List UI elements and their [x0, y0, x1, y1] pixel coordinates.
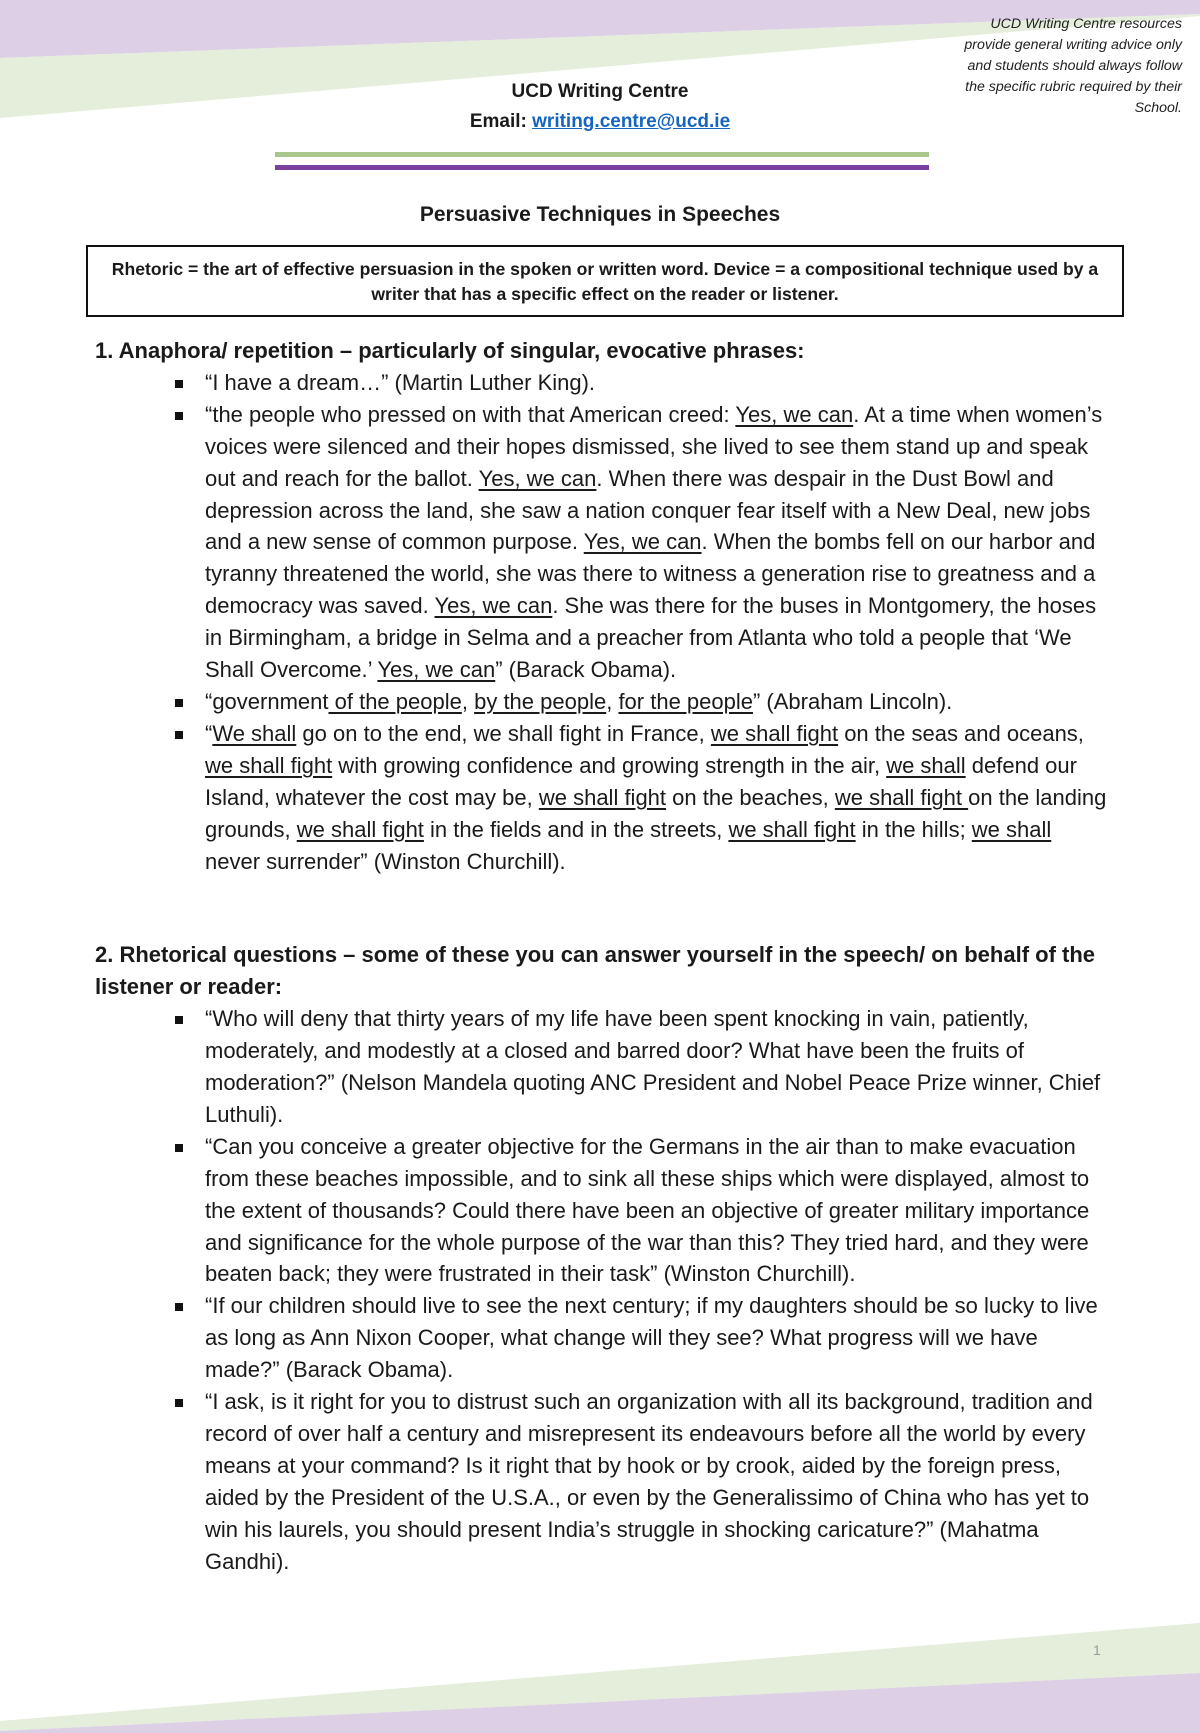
- underlined-phrase: of the people: [328, 688, 462, 714]
- list-item: “If our children should live to see the next century; if my daughters should be so lucky to live as long as Ann Nixon Cooper, what change will they see? What progress will we have made?” (Barack Obama).: [205, 1290, 1110, 1386]
- underlined-phrase: we shall fight: [296, 816, 424, 842]
- section-heading: 1. Anaphora/ repetition – particularly of singular, evocative phrases:: [95, 338, 805, 363]
- underlined-phrase: We shall: [212, 720, 297, 746]
- underlined-phrase: we shall fight: [728, 816, 856, 842]
- document-body: [95, 335, 1110, 1578]
- underlined-phrase: Yes, we can: [735, 401, 854, 427]
- underlined-phrase: we shall: [971, 816, 1052, 842]
- underlined-phrase: Yes, we can: [478, 465, 597, 491]
- list-item: “We shall go on to the end, we shall fight in France, we shall fight on the seas and oceans, we shall fight with growing confidence and growing strength in the air, we shall defend our Island, whatever the cost may be, we shall fight on the beaches, we shall fight on the landing grounds, we shall fight in the fields and in the streets, we shall fight in the hills; we shall never surrender” (Winston Churchill).: [205, 718, 1110, 878]
- email-label: Email:: [469, 111, 527, 132]
- underlined-phrase: we shall fight: [538, 784, 667, 810]
- underlined-phrase: by the people: [474, 688, 607, 714]
- list-item: “Can you conceive a greater objective for the Germans in the air than to make evacuation from these beaches impossible, and to sink all these ships which were displayed, almost to the extent of thousands? Could there have been an objective of greater military importance and significance for the whole purpose of the war than this? They tried hard, and they were beaten back; they were frustrated in their task” (Winston Churchill).: [205, 1131, 1110, 1291]
- page-header: [0, 77, 1200, 137]
- underlined-phrase: Yes, we can: [377, 657, 496, 683]
- list-item: “Who will deny that thirty years of my life have been spent knocking in vain, patiently, moderately, and modestly at a closed and barred door? What have been the fruits of moderation?” (Nelson Mandela quoting ANC President and Nobel Peace Prize winner, Chief Luthuli).: [205, 1003, 1110, 1131]
- page-number: 1: [1093, 1642, 1101, 1658]
- definition-box: Rhetoric = the art of effective persuasion in the spoken or written word. Device = a compositional technique used by a writer that has a specific effect on the reader or listener.: [86, 245, 1124, 317]
- email-link[interactable]: writing.centre@ucd.ie: [532, 111, 731, 132]
- email-line: [0, 107, 1200, 137]
- org-name: UCD Writing Centre: [511, 81, 689, 102]
- disclaimer-note: UCD Writing Centre resources provide general writing advice only and students should always follow the specific rubric required by their School.: [964, 16, 1182, 116]
- underlined-phrase: we shall: [886, 752, 966, 778]
- underlined-phrase: we shall fight: [710, 720, 839, 746]
- list-item: “government of the people, by the people, for the people” (Abraham Lincoln).: [205, 686, 1110, 718]
- underlined-phrase: Yes, we can: [583, 529, 702, 555]
- section-heading: 2. Rhetorical questions – some of these you can answer yourself in the speech/ on behalf of the listener or reader:: [95, 942, 1096, 1000]
- document-title: Persuasive Techniques in Speeches: [419, 203, 781, 226]
- bullet-list: [95, 367, 1110, 878]
- bullet-list: [95, 1003, 1110, 1577]
- underlined-phrase: we shall fight: [834, 784, 969, 810]
- list-item: “the people who pressed on with that American creed: Yes, we can. At a time when women’s voices were silenced and their hopes dismissed, she lived to see them stand up and speak out and reach for the ballot. Yes, we can. When there was despair in the Dust Bowl and depression across the land, she saw a nation conquer fear itself with a New Deal, new jobs and a new sense of common purpose. Yes, we can. When the bombs fell on our harbor and tyranny threatened the world, she was there to witness a generation rise to greatness and a democracy was saved. Yes, we can. She was there for the buses in Montgomery, the hoses in Birmingham, a bridge in Selma and a preacher from Atlanta who told a people that ‘We Shall Overcome.’ Yes, we can” (Barack Obama).: [205, 399, 1110, 686]
- divider-green: [275, 152, 929, 157]
- list-item: “I have a dream…” (Martin Luther King).: [205, 367, 1110, 399]
- underlined-phrase: Yes, we can: [434, 593, 553, 619]
- underlined-phrase: for the people: [618, 688, 753, 714]
- footer-decoration: [0, 1603, 1200, 1733]
- list-item: “I ask, is it right for you to distrust such an organization with all its background, tradition and record of over half a century and misrepresent its endeavours before all the world by every means at your command? Is it right that by hook or by crook, aided by the foreign press, aided by the President of the U.S.A., or even by the Generalissimo of China who has yet to win his laurels, you should present India’s struggle in shocking caricature?” (Mahatma Gandhi).: [205, 1386, 1110, 1577]
- divider-purple: [275, 165, 929, 170]
- underlined-phrase: we shall fight: [205, 752, 333, 778]
